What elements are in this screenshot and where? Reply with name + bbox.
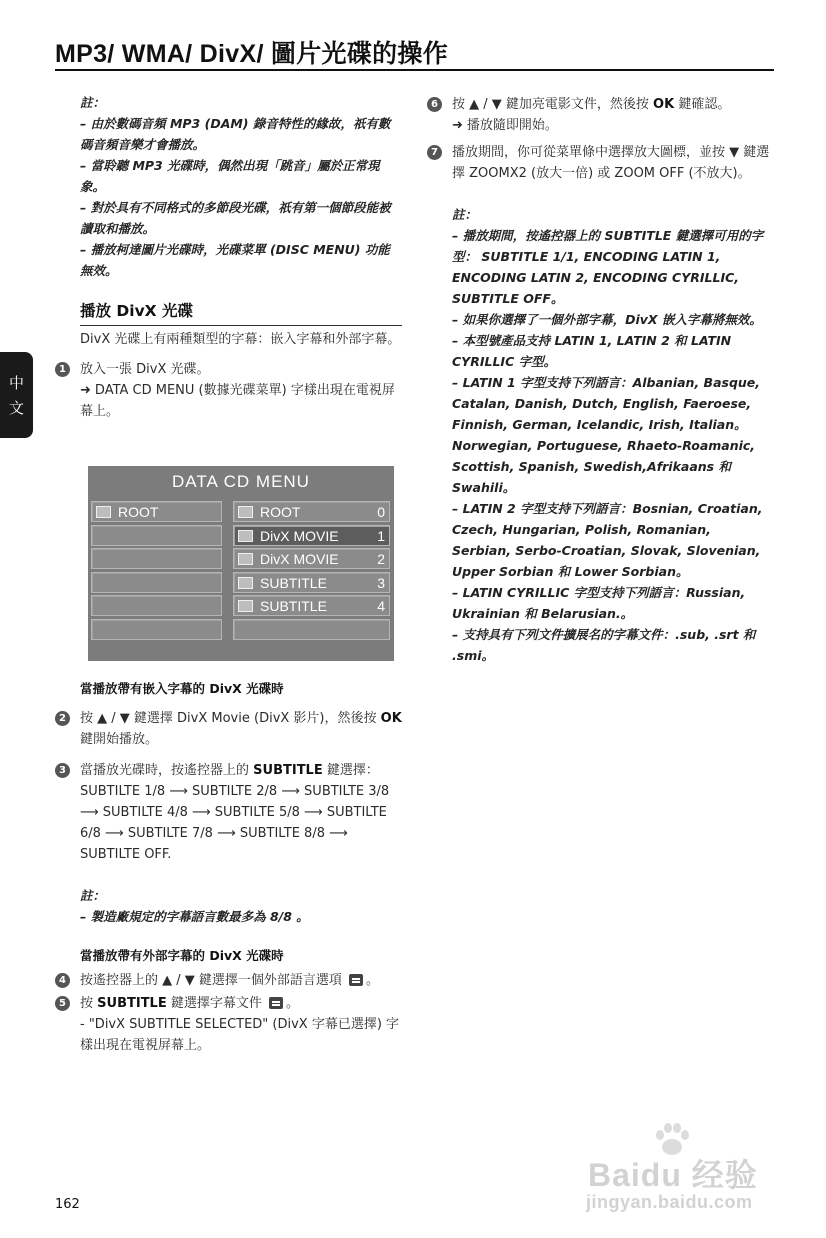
note-line: – 支持具有下列文件擴展名的字幕文件：.sub, .srt 和 .smi。 — [452, 627, 756, 663]
external-subtitle-heading: 當播放帶有外部字幕的 DivX 光碟時 — [80, 948, 284, 963]
menu-row-number: 4 — [377, 598, 385, 614]
menu-row-number: 1 — [377, 527, 385, 544]
step-number-badge: 7 — [427, 145, 442, 160]
step-text: 鍵選擇：SUBTILTE 1/8 ⟶ SUBTILTE 2/8 ⟶ SUBTILTE 3/8 ⟶ SUBTILTE 4/8 ⟶ SUBTILTE 5/8 ⟶ SUBTILTE 6/8 ⟶ SUBTILTE 7/8 ⟶ SUBTILTE 8/8 ⟶ SUBTILTE OFF. — [80, 763, 390, 862]
menu-row — [91, 525, 222, 546]
step-number-badge: 4 — [55, 973, 70, 988]
step-text: 鍵選擇字幕文件 — [170, 996, 262, 1011]
watermark-url: jingyan.baidu.com — [586, 1192, 753, 1212]
step-result — [80, 380, 402, 422]
note-line: – 製造廠規定的字幕語言數最多為 8/8 。 — [80, 909, 309, 924]
note-line: – 播放柯達圖片光碟時，光碟菜單 (DISC MENU) 功能無效。 — [80, 242, 390, 278]
subtitle-file-icon — [349, 974, 363, 986]
section-title: 播放 DivX 光碟 — [80, 301, 402, 326]
watermark-main: Baidu 经验 — [588, 1157, 758, 1193]
menu-row — [233, 548, 390, 569]
step-5 — [59, 993, 402, 1056]
language-tab — [0, 352, 33, 438]
menu-title: DATA CD MENU — [172, 472, 310, 491]
step-text-end: 。 — [286, 996, 300, 1011]
menu-row-label: DivX MOVIE — [260, 551, 339, 567]
step-text: 鍵確認。 — [678, 97, 731, 112]
folder-icon — [238, 506, 253, 518]
step-number-badge: 1 — [55, 362, 70, 377]
note-line: – LATIN 1 字型支持下列語言：Albanian, Basque, Catalan, Danish, Dutch, English, Faeroese, Finnish, German, Icelandic, Irish, Italian。 Norwegian, Portuguese, Rhaeto-Roamanic, Scottish, Spanish, Swedish,Afrikaans 和 Swahili。 — [452, 375, 761, 495]
subtitle-key-label: SUBTITLE — [253, 763, 323, 778]
left-column-lower — [59, 678, 402, 1056]
note-line: – LATIN CYRILLIC 字型支持下列語言：Russian, Ukrainian 和 Belarusian.。 — [452, 585, 746, 621]
step-text: 按 — [80, 996, 94, 1011]
step-7 — [431, 142, 774, 184]
embedded-subtitle-heading: 當播放帶有嵌入字幕的 DivX 光碟時 — [80, 681, 284, 696]
menu-left-panel — [91, 501, 222, 642]
menu-row-label: ROOT — [118, 504, 159, 520]
menu-row-label: DivX MOVIE — [260, 527, 339, 544]
step-result-text: 播放隨即開始。 — [466, 118, 558, 133]
step-number-badge: 2 — [55, 711, 70, 726]
note-line: – 如果你選擇了一個外部字幕，DivX 嵌入字幕將無效。 — [452, 312, 762, 327]
baidu-watermark — [588, 1120, 778, 1220]
step-text: 按 ▲ / ▼ 鍵選擇 DivX Movie (DivX 影片)，然後按 — [80, 711, 377, 726]
menu-row — [233, 619, 390, 640]
step-6 — [431, 94, 774, 136]
menu-row — [91, 572, 222, 593]
step-text: 按 ▲ / ▼ 鍵加亮電影文件，然後按 — [452, 97, 649, 112]
left-column — [59, 92, 402, 422]
note-line: – 當聆聽 MP3 光碟時，偶然出現「跳音」屬於正常現象。 — [80, 158, 380, 194]
menu-right-panel — [233, 501, 390, 642]
menu-row — [233, 572, 390, 593]
menu-row-label: SUBTITLE — [260, 598, 327, 614]
menu-row — [91, 595, 222, 616]
menu-row — [91, 619, 222, 640]
menu-row — [91, 548, 222, 569]
step-1 — [59, 359, 402, 422]
menu-row-number: 3 — [377, 574, 385, 591]
ok-key-label: OK — [653, 97, 675, 112]
subtitle-key-label: SUBTITLE — [97, 996, 167, 1011]
folder-icon — [96, 506, 111, 518]
menu-row-label: SUBTITLE — [260, 574, 327, 591]
step-text: 按遙控器上的 ▲ / ▼ 鍵選擇一個外部語言選項 — [80, 973, 342, 988]
step-text: 鍵開始播放。 — [80, 732, 159, 747]
step-number-badge: 6 — [427, 97, 442, 112]
page-number: 162 — [55, 1197, 80, 1212]
step-4 — [59, 970, 402, 991]
subtitle-icon — [238, 600, 253, 612]
page-title: MP3/ WMA/ DivX/ 圖片光碟的操作 — [55, 40, 449, 68]
note-line: – 對於具有不同格式的多節段光碟，祇有第一個節段能被讀取和播放。 — [80, 200, 391, 236]
movie-icon — [238, 530, 253, 542]
language-tab-char: 文 — [8, 399, 24, 417]
subtitle-file-icon — [269, 997, 283, 1009]
step-text: 當播放光碟時，按遙控器上的 — [80, 763, 250, 778]
note-line: – 本型號產品支持 LATIN 1, LATIN 2 和 LATIN CYRILLIC 字型。 — [452, 333, 732, 369]
step-result-text: - "DivX SUBTITLE SELECTED" (DivX 字幕已選擇) 字樣出現在電視屏幕上。 — [80, 1017, 400, 1053]
note-block — [80, 92, 402, 281]
step-number-badge: 3 — [55, 763, 70, 778]
ok-key-label: OK — [380, 711, 402, 726]
note-label: 註： — [80, 95, 106, 110]
note-block — [80, 885, 402, 927]
subtitle-icon — [238, 577, 253, 589]
note-line: – LATIN 2 字型支持下列語言：Bosnian, Croatian, Czech, Hungarian, Polish, Romanian, Serbian, Serbo-Croatian, Slovak, Slovenian, Upper Sorbian 和 Lower Sorbian。 — [452, 501, 763, 579]
note-label: 註： — [452, 207, 478, 222]
title-rule — [55, 69, 774, 71]
data-cd-menu-screenshot — [88, 466, 394, 661]
step-result — [452, 115, 774, 136]
note-block — [452, 204, 774, 666]
step-text: 播放期間，你可從菜單條中選擇放大圖標，並按 ▼ 鍵選擇 ZOOMX2 (放大一倍) 或 ZOOM OFF (不放大)。 — [452, 145, 770, 181]
step-text: 放入一張 DivX 光碟。 — [80, 362, 210, 377]
menu-row — [233, 595, 390, 616]
menu-row-number: 2 — [377, 551, 385, 567]
step-3 — [59, 760, 402, 865]
step-2 — [59, 708, 402, 750]
note-line: – 由於數碼音頻 MP3 (DAM) 錄音特性的緣故，祇有數碼音頻音樂才會播放。 — [80, 116, 391, 152]
step-text-end: 。 — [366, 973, 380, 988]
note-line: – 播放期間，按遙控器上的 SUBTITLE 鍵選擇可用的字型： SUBTITLE 1/1, ENCODING LATIN 1, ENCODING LATIN 2, ENCODING CYRILLIC, SUBTITLE OFF。 — [452, 228, 764, 306]
menu-row — [233, 501, 390, 522]
step-result-text: DATA CD MENU (數據光碟菜單) 字樣出現在電視屏幕上。 — [80, 383, 395, 419]
menu-row — [91, 501, 222, 522]
note-label: 註： — [80, 888, 106, 903]
menu-row-label: ROOT — [260, 504, 301, 520]
menu-row-selected — [233, 525, 390, 546]
language-tab-char: 中 — [8, 374, 24, 392]
menu-row-number: 0 — [377, 504, 385, 520]
right-column — [431, 94, 774, 666]
movie-icon — [238, 553, 253, 565]
step-number-badge: 5 — [55, 996, 70, 1011]
section-intro: DivX 光碟上有兩種類型的字幕：嵌入字幕和外部字幕。 — [80, 332, 401, 347]
